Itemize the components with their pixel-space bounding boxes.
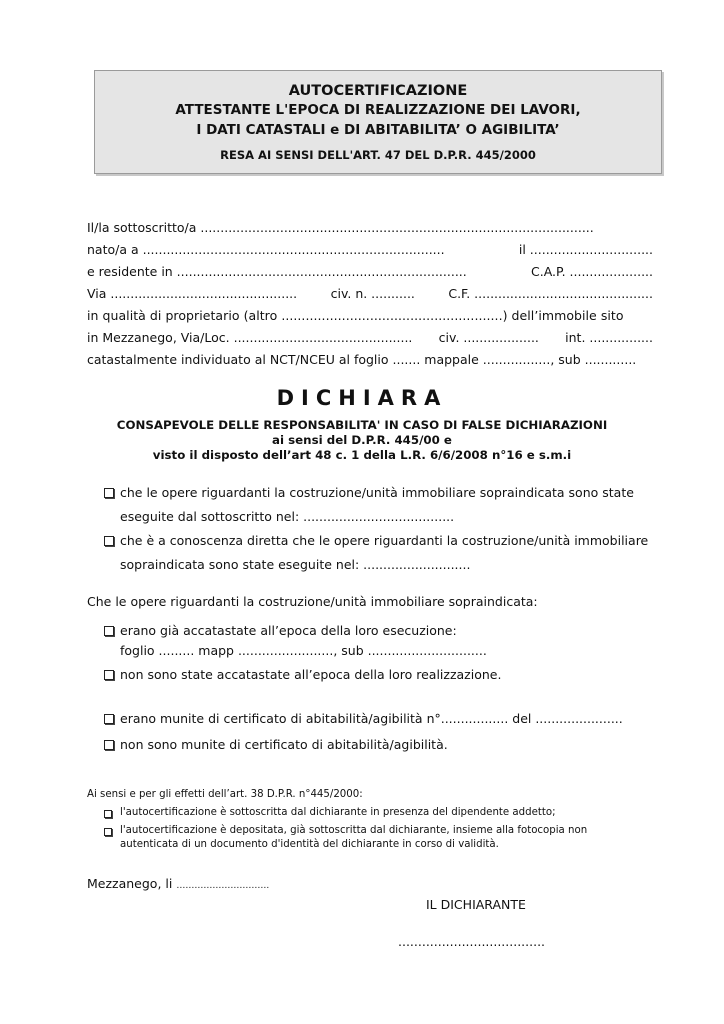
- field-mezzanego-civ[interactable]: civ. ...................: [438, 330, 539, 345]
- field-nato-a[interactable]: nato/a a ............................................................................: [87, 242, 445, 257]
- field-mezzanego-int[interactable]: int. ................: [565, 330, 653, 345]
- checkbox-non-accatastate[interactable]: [104, 670, 114, 680]
- option-eseguite-sottoscritto-2[interactable]: eseguite dal sottoscritto nel: ......................................: [120, 509, 455, 524]
- legal-note-option-1: l'autocertificazione è sottoscritta dal dichiarante in presenza del dipendente addetto;: [120, 807, 556, 818]
- dichiara-line-1: CONSAPEVOLE DELLE RESPONSABILITA' IN CASO DI FALSE DICHIARAZIONI: [116, 418, 608, 432]
- checkbox-conoscenza-diretta[interactable]: [104, 536, 114, 546]
- checkbox-accatastate[interactable]: [104, 626, 114, 636]
- legal-note-option-2-line-2: autenticata di un documento d'identità del dichiarante in corso di validità.: [120, 839, 499, 850]
- field-mezzanego-via[interactable]: in Mezzanego, Via/Loc. .............................................: [87, 330, 413, 345]
- checkbox-munite-certificato[interactable]: [104, 714, 114, 724]
- option-conoscenza-diretta-2[interactable]: sopraindicata sono state eseguite nel: ...........................: [120, 557, 471, 572]
- field-indirizzo[interactable]: [87, 286, 653, 301]
- signature-line[interactable]: .....................................: [398, 934, 546, 949]
- dichiara-line-3: visto il disposto dell’art 48 c. 1 della L.R. 6/6/2008 n°16 e s.m.i: [152, 448, 572, 462]
- document-title: AUTOCERTIFICAZIONE: [288, 83, 468, 99]
- checkbox-depositata[interactable]: [104, 828, 112, 836]
- legal-note-intro: Ai sensi e per gli effetti dell’art. 38 D.P.R. n°445/2000:: [87, 789, 363, 800]
- option-conoscenza-diretta-1: che è a conoscenza diretta che le opere riguardanti la costruzione/unità immobiliare: [120, 533, 649, 548]
- option-text: che le opere riguardanti la costruzione/unità immobiliare sopraindicata sono state: [120, 485, 634, 500]
- checkbox-non-munite-certificato[interactable]: [104, 740, 114, 750]
- field-catasto[interactable]: catastalmente individuato al NCT/NCEU al foglio ....... mappale ................., sub .............: [87, 352, 637, 367]
- option-accatastate-2[interactable]: foglio ......... mapp ........................, sub ..............................: [120, 643, 487, 658]
- document-header: [94, 70, 662, 174]
- dichiara-title: DICHIARA: [276, 386, 448, 410]
- checkbox-eseguite-sottoscritto[interactable]: [104, 488, 114, 498]
- field-nato-il[interactable]: il ...............................: [518, 242, 653, 257]
- option-text: l'autocertificazione è depositata, già sottoscritta dal dichiarante, insieme alla fotocopia non: [120, 825, 588, 836]
- place-date-label: Mezzanego, li: [87, 876, 173, 891]
- field-via[interactable]: Via ...............................................: [87, 286, 298, 301]
- document-subtitle-1: ATTESTANTE L'EPOCA DI REALIZZAZIONE DEI LAVORI,: [175, 102, 581, 118]
- legal-note-option-2-line-1: [120, 825, 654, 836]
- field-residente-in[interactable]: e residente in .........................................................................: [87, 264, 467, 279]
- option-munite-certificato[interactable]: erano munite di certificato di abitabilità/agibilità n°................. del ......................: [120, 711, 623, 726]
- option-non-munite-certificato: non sono munite di certificato di abitabilità/agibilità.: [120, 737, 448, 752]
- option-non-accatastate: non sono state accatastate all’epoca della loro realizzazione.: [120, 667, 502, 682]
- opere-intro: Che le opere riguardanti la costruzione/unità immobiliare sopraindicata:: [87, 594, 538, 609]
- field-qualita[interactable]: in qualità di proprietario (altro .......................................................) dell’immobile sito: [87, 308, 624, 323]
- document-subtitle-2: I DATI CATASTALI e DI ABITABILITA’ O AGIBILITA’: [196, 122, 560, 138]
- field-nascita[interactable]: [87, 242, 653, 257]
- field-sottoscritto[interactable]: Il/la sottoscritto/a ...................................................................................................: [87, 220, 594, 235]
- field-residenza[interactable]: [87, 264, 653, 279]
- field-cap[interactable]: C.A.P. .....................: [531, 264, 653, 279]
- legal-reference: RESA AI SENSI DELL'ART. 47 DEL D.P.R. 445/2000: [220, 148, 536, 162]
- field-codice-fiscale[interactable]: C.F. .............................................: [448, 286, 653, 301]
- place-date[interactable]: [87, 876, 269, 891]
- field-civico[interactable]: civ. n. ...........: [330, 286, 415, 301]
- dichiara-line-2: ai sensi del D.P.R. 445/00 e: [272, 433, 452, 447]
- option-accatastate-1: erano già accatastate all’epoca della loro esecuzione:: [120, 623, 457, 638]
- place-date-dots[interactable]: ………………………….: [176, 881, 270, 891]
- option-eseguite-sottoscritto-1: [120, 485, 654, 500]
- signer-label: IL DICHIARANTE: [426, 897, 526, 912]
- checkbox-presenza-dipendente[interactable]: [104, 810, 112, 818]
- field-immobile[interactable]: [87, 330, 653, 345]
